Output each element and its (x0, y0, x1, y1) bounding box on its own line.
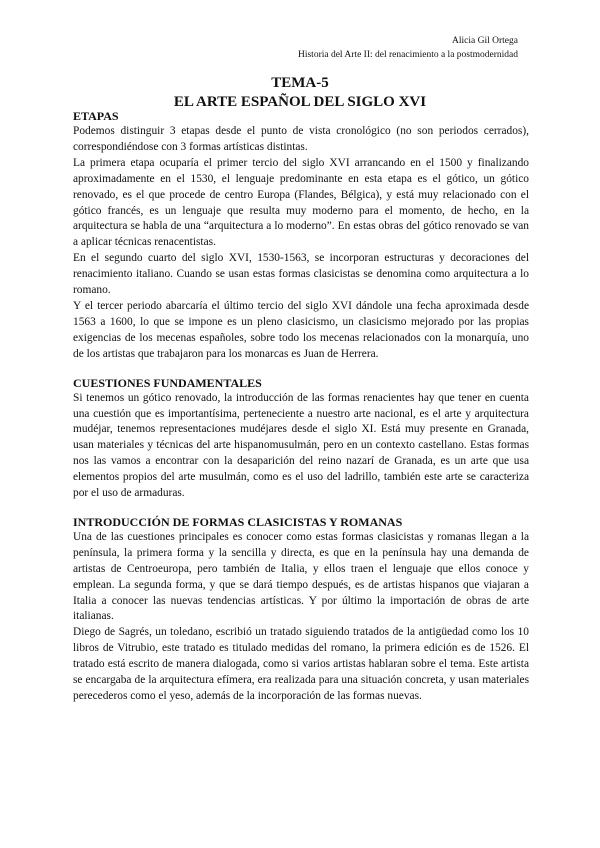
paragraph: Podemos distinguir 3 etapas desde el punto de vista cronológico (no son periodos cerrados), correspondiéndose con 3 formas artísticas distintas. (73, 125, 529, 153)
paragraph: Y el tercer periodo abarcaría el último tercio del siglo XVI dándole una fecha aproximada desde 1563 a 1600, lo que se impone es un pleno clasicismo, un clasicismo mejorado por las propias exigencias de los mecenas españoles, sobre todo los mecenas relacionados con la monarquía, uno de los artistas que trabajaron para los monarcas es Juan de Herrera. (73, 299, 529, 360)
header-author: Alicia Gil Ortega (452, 36, 518, 46)
paragraph: Diego de Sagrés, un toledano, escribió un tratado siguiendo tratados de la antigüedad como los 10 libros de Vitrubio, este tratado es titulado medidas del romano, la primera edición es de 1526. El tratado está escrito de manera dialogada, como si varios artistas hablaran sobre el tema. Este artista se encargaba de la arquitectura efímera, era realizada para una situación concreta, y usan materiales perecederos como el yeso, además de la incorporación de las formas nuevas. (73, 626, 529, 702)
section-heading-introduccion: INTRODUCCIÓN DE FORMAS CLASICISTAS Y ROMANAS (73, 514, 403, 529)
section-introduccion (73, 514, 529, 705)
title-line-2: EL ARTE ESPAÑOL DEL SIGLO XVI (173, 94, 427, 110)
paragraph: En el segundo cuarto del siglo XVI, 1530-1563, se incorporan estructuras y decoraciones del renacimiento italiano. Cuando se usan estas formas clasicistas se denomina como arquitectura a lo romano. (73, 252, 529, 297)
document-title (0, 74, 600, 112)
section-heading-etapas: ETAPAS (73, 109, 119, 123)
page-header (298, 34, 518, 62)
section-cuestiones (73, 375, 529, 502)
paragraph: Si tenemos un gótico renovado, la introducción de las formas renacientes hay que tener en cuenta una cuestión que es importantísima, perteneciente a nuestro arte nacional, es el arte y arquitectura mudéjar, tenemos representaciones mudéjares desde el siglo XI. Está muy presente en Granada, usan materiales y técnicas del arte hispanomusulmán, pero en un contexto castellano. Estas formas nos las vamos a encontrar con la desaparición del reino nazarí de Granada, es un arte que usa elementos propios del arte musulmán, como es el uso del ladrillo, también este arte se caracteriza por el uso de armaduras. (73, 391, 529, 500)
paragraph: Una de las cuestiones principales es conocer como estas formas clasicistas y romanas llegan a la península, la primera forma y la sencilla y directa, es que en la península hay una demanda de artistas de Centroeuropa, pero también de Italia, y ellos traen el lenguaje que ellos conoce y emplean. La segunda forma, y que se dará tiempo después, es de artistas hispanos que viajaran a Italia a conocer las nuevas tendencias artísticas. Y por último la importación de obras de arte italianas. (73, 530, 529, 623)
header-course: Historia del Arte II: del renacimiento a la postmodernidad (297, 50, 518, 60)
document-body (73, 108, 529, 705)
section-etapas (73, 108, 529, 363)
paragraph: La primera etapa ocuparía el primer tercio del siglo XVI arrancando en el 1500 y finalizando aproximadamente en el 1530, el lenguaje predominante en esta etapa es el gótico, un gótico renovado, es el que procede de centro Europa (Flandes, Bélgica), y está muy relacionado con el gótico francés, es un lenguaje que resulta muy moderno para el momento, de hecho, en la arquitectura se habla de una “arquitectura a lo moderno”. En estas obras del gótico renovado se van a aplicar técnicas renacentistas. (73, 156, 529, 249)
title-line-1: TEMA-5 (271, 75, 329, 91)
section-heading-cuestiones: CUESTIONES FUNDAMENTALES (73, 375, 262, 390)
